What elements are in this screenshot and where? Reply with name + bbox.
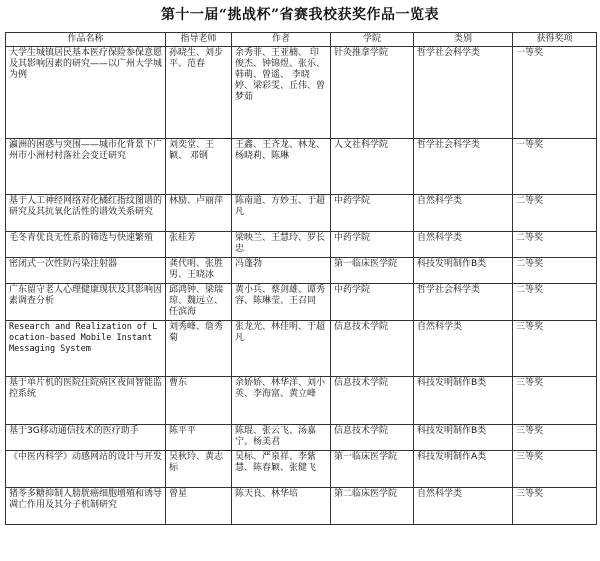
table-row xyxy=(6,451,597,488)
advisor-cell: 林励、卢丽萍 xyxy=(166,195,232,232)
authors-cell: 张龙光、林佳明、于超凡 xyxy=(232,321,331,377)
category-cell: 自然科学类 xyxy=(414,488,513,525)
advisor-cell: 曹东 xyxy=(166,377,232,425)
table-row xyxy=(6,47,597,139)
work-name-cell: 大学生城镇居民基本医疗保险参保意愿及其影响因素的研究——以广州大学城为例 xyxy=(6,47,166,139)
award-cell: 二等奖 xyxy=(513,258,597,284)
authors-cell: 吴标、严泉祥、李紫慧、陈春颖、张健飞 xyxy=(232,451,331,488)
table-row xyxy=(6,377,597,425)
work-name-cell: 基于3G移动通信技术的医疗助手 xyxy=(6,425,166,451)
award-cell: 二等奖 xyxy=(513,284,597,321)
header-college: 学院 xyxy=(331,33,414,47)
table-row xyxy=(6,232,597,258)
category-cell: 科技发明制作B类 xyxy=(414,258,513,284)
authors-cell: 陈天良、林华培 xyxy=(232,488,331,525)
college-cell: 信息技术学院 xyxy=(331,377,414,425)
authors-cell: 陈琨、张云飞、汤嘉宁、杨美君 xyxy=(232,425,331,451)
authors-cell: 陈南道、方妙玉、于超凡 xyxy=(232,195,331,232)
work-name-cell: 密闭式一次性防污染注射器 xyxy=(6,258,166,284)
college-cell: 中药学院 xyxy=(331,284,414,321)
table-row xyxy=(6,488,597,525)
work-name-cell: 基于人工神经网络对化橘红指纹图谱的研究及其抗氧化活性的谱效关系研究 xyxy=(6,195,166,232)
authors-cell: 王鑫、王齐龙、林龙、杨晓莉、陈琳 xyxy=(232,139,331,195)
college-cell: 针灸推拿学院 xyxy=(331,47,414,139)
award-cell: 二等奖 xyxy=(513,195,597,232)
college-cell: 第一临床医学院 xyxy=(331,258,414,284)
work-name-cell: 《中医内科学》动感网站的设计与开发 xyxy=(6,451,166,488)
header-work-name: 作品名称 xyxy=(6,33,166,47)
table-row xyxy=(6,195,597,232)
header-advisor: 指导老师 xyxy=(166,33,232,47)
table-row xyxy=(6,258,597,284)
advisor-cell: 邱鸿钟、梁瑞琼、魏远立、任滨海 xyxy=(166,284,232,321)
category-cell: 科技发明制作A类 xyxy=(414,451,513,488)
award-cell: 三等奖 xyxy=(513,451,597,488)
category-cell: 科技发明制作B类 xyxy=(414,425,513,451)
header-authors: 作者 xyxy=(232,33,331,47)
award-cell: 三等奖 xyxy=(513,488,597,525)
authors-cell: 余娇娇、林华洋、刘小英、李海富、黄立峰 xyxy=(232,377,331,425)
work-name-cell: 基于单片机的医院住院病区夜间智能监控系统 xyxy=(6,377,166,425)
award-cell: 二等奖 xyxy=(513,232,597,258)
category-cell: 哲学社会科学类 xyxy=(414,284,513,321)
college-cell: 第二临床医学院 xyxy=(331,488,414,525)
award-cell: 三等奖 xyxy=(513,425,597,451)
college-cell: 信息技术学院 xyxy=(331,425,414,451)
college-cell: 中药学院 xyxy=(331,232,414,258)
page-title: 第十一届“挑战杯”省赛我校获奖作品一览表 xyxy=(160,7,440,23)
advisor-cell: 刘秀峰、詹秀菊 xyxy=(166,321,232,377)
awards-table xyxy=(5,32,597,525)
header-award: 获得奖项 xyxy=(513,33,597,47)
table-row xyxy=(6,321,597,377)
college-cell: 人文社科学院 xyxy=(331,139,414,195)
college-cell: 中药学院 xyxy=(331,195,414,232)
category-cell: 自然科学类 xyxy=(414,321,513,377)
work-name-cell: 广东留守老人心理健康现状及其影响因素调查分析 xyxy=(6,284,166,321)
award-cell: 三等奖 xyxy=(513,321,597,377)
advisor-cell: 刘奕堂、王 颖、 邓钢 xyxy=(166,139,232,195)
college-cell: 信息技术学院 xyxy=(331,321,414,377)
work-name-cell: 猪苓多糖抑制人膀胱癌细胞增殖和诱导凋亡作用及其分子机制研究 xyxy=(6,488,166,525)
table-row xyxy=(6,284,597,321)
table-header-row xyxy=(6,33,597,47)
authors-cell: 梁映兰、王慧玲、罗长忠 xyxy=(232,232,331,258)
award-cell: 一等奖 xyxy=(513,139,597,195)
authors-cell: 黄小兵、蔡剑雄、谭秀容、陈琳莹、王召同 xyxy=(232,284,331,321)
table-row xyxy=(6,139,597,195)
authors-cell: 余秀菲、王亚楠、 印俊杰、钟锦煜、张乐、韩萌、曾遥、 李晓婷、梁彩雯、丘伟、曾梦茹 xyxy=(232,47,331,139)
category-cell: 自然科学类 xyxy=(414,232,513,258)
work-name-cell: 瀛洲的困惑与突围——城市化背景下广州市小洲村村落社会变迁研究 xyxy=(6,139,166,195)
category-cell: 哲学社会科学类 xyxy=(414,139,513,195)
award-cell: 三等奖 xyxy=(513,377,597,425)
award-cell: 一等奖 xyxy=(513,47,597,139)
advisor-cell: 张桂芳 xyxy=(166,232,232,258)
category-cell: 自然科学类 xyxy=(414,195,513,232)
advisor-cell: 陈平平 xyxy=(166,425,232,451)
work-name-cell: Research and Realization of Location-based Mobile Instant Messaging System xyxy=(6,321,166,377)
work-name-cell: 毛冬青优良无性系的筛选与快速繁殖 xyxy=(6,232,166,258)
header-category: 类别 xyxy=(414,33,513,47)
advisor-cell: 孙晓生、刘步平、范春 xyxy=(166,47,232,139)
category-cell: 哲学社会科学类 xyxy=(414,47,513,139)
authors-cell: 冯蓬勃 xyxy=(232,258,331,284)
category-cell: 科技发明制作B类 xyxy=(414,377,513,425)
table-row xyxy=(6,425,597,451)
college-cell: 第一临床医学院 xyxy=(331,451,414,488)
advisor-cell: 曾星 xyxy=(166,488,232,525)
advisor-cell: 龚代明、张胜男、王晓冰 xyxy=(166,258,232,284)
advisor-cell: 吴秋玲、黄志标 xyxy=(166,451,232,488)
